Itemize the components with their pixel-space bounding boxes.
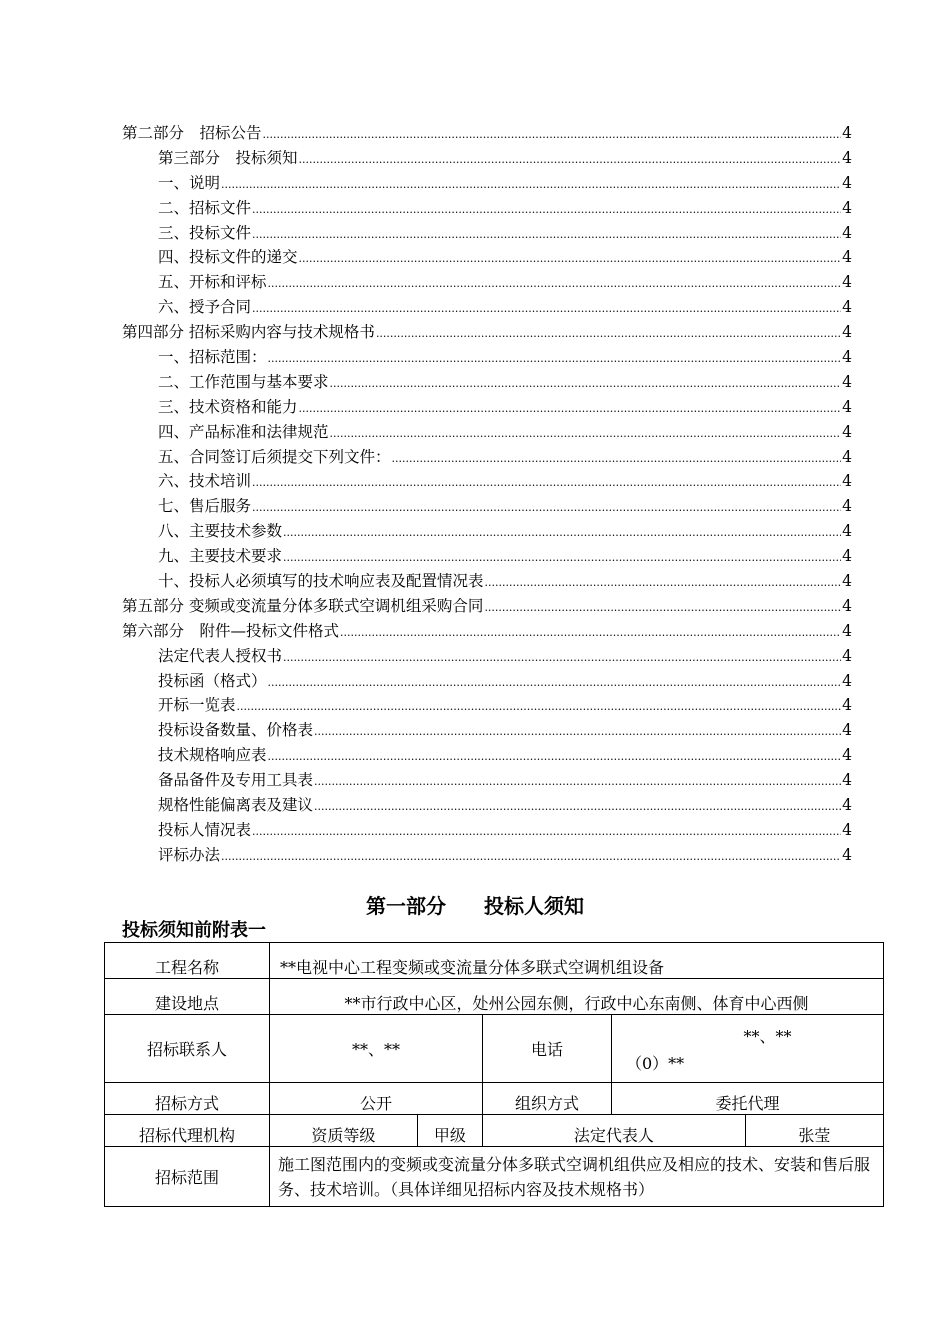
heading-part: 第一部分 — [366, 894, 446, 918]
toc-leader-dots — [252, 472, 841, 490]
toc-leader-dots — [299, 398, 842, 416]
toc-entry[interactable] — [122, 420, 852, 445]
toc-entry-title: 五、开标和评标 — [158, 273, 267, 292]
toc-entry-page: 4 — [842, 820, 852, 839]
toc-leader-dots — [221, 174, 841, 192]
toc-leader-dots — [237, 696, 842, 714]
toc-entry[interactable] — [122, 270, 852, 295]
project-name-value: **电视中心工程变频或变流量分体多联式空调机组设备 — [270, 943, 884, 979]
toc-entry-page: 4 — [842, 646, 852, 665]
toc-entry-title: 技术规格响应表 — [158, 746, 267, 765]
heading-title: 投标人须知 — [484, 894, 584, 918]
method-value: 公开 — [270, 1083, 483, 1115]
toc-entry-page: 4 — [842, 497, 852, 516]
toc-entry-page: 4 — [842, 522, 852, 541]
annex-table — [104, 942, 884, 1207]
scope-value: 施工图范围内的变频或变流量分体多联式空调机组供应及相应的技术、安装和售后服务、技术培训。（具体详细见招标内容及技术规格书） — [270, 1147, 884, 1207]
project-name-label: 工程名称 — [105, 943, 270, 979]
toc-entry-title: 七、售后服务 — [158, 497, 252, 516]
toc-entry[interactable] — [122, 445, 852, 470]
toc-entry[interactable] — [122, 196, 852, 221]
toc-entry-page: 4 — [842, 721, 852, 740]
toc-entry[interactable] — [122, 693, 852, 718]
toc-entry-page: 4 — [842, 572, 852, 591]
toc-entry-page: 4 — [842, 547, 852, 566]
toc-entry[interactable] — [122, 469, 852, 494]
toc-entry-title: 评标办法 — [158, 845, 221, 864]
toc-entry-title: 四、产品标准和法律规范 — [158, 422, 329, 441]
toc-entry[interactable] — [122, 619, 852, 644]
toc-leader-dots — [330, 373, 842, 391]
toc-entry-title: 第五部分 变频或变流量分体多联式空调机组采购合同 — [122, 596, 484, 615]
toc-entry-page: 4 — [842, 771, 852, 790]
toc-entry-title: 投标函（格式） — [158, 671, 267, 690]
qualification-value: 甲级 — [417, 1115, 482, 1147]
table-of-contents — [122, 121, 852, 868]
toc-entry[interactable] — [122, 768, 852, 793]
toc-entry-title: 第二部分 招标公告 — [122, 124, 262, 142]
toc-entry[interactable] — [122, 295, 852, 320]
toc-leader-dots — [314, 796, 841, 814]
org-value: 委托代理 — [612, 1083, 884, 1115]
toc-leader-dots — [268, 273, 842, 291]
toc-entry-page: 4 — [842, 596, 852, 615]
toc-leader-dots — [314, 721, 841, 739]
toc-entry-page: 4 — [842, 248, 852, 267]
toc-entry[interactable] — [122, 395, 852, 420]
section-heading — [0, 890, 950, 919]
toc-entry-page: 4 — [842, 273, 852, 292]
toc-entry[interactable] — [122, 345, 852, 370]
toc-entry[interactable] — [122, 669, 852, 694]
toc-entry-title: 八、主要技术参数 — [158, 522, 283, 541]
site-label: 建设地点 — [105, 979, 270, 1015]
toc-entry-title: 一、说明 — [158, 173, 221, 192]
toc-entry[interactable] — [122, 818, 852, 843]
toc-entry-title: 投标人情况表 — [158, 820, 252, 839]
toc-entry-title: 法定代表人授权书 — [158, 646, 283, 665]
phone-label: 电话 — [483, 1015, 612, 1083]
toc-entry-title: 规格性能偏离表及建议 — [158, 796, 314, 815]
toc-entry[interactable] — [122, 544, 852, 569]
toc-leader-dots — [252, 224, 841, 242]
toc-leader-dots — [392, 448, 842, 466]
scope-label: 招标范围 — [105, 1147, 270, 1207]
toc-entry[interactable] — [122, 370, 852, 395]
legal-rep-label: 法定代表人 — [483, 1115, 746, 1147]
toc-entry-page: 4 — [842, 845, 852, 864]
toc-entry[interactable] — [122, 146, 852, 171]
toc-entry-title: 六、技术培训 — [158, 472, 252, 491]
toc-entry-page: 4 — [842, 173, 852, 192]
toc-leader-dots — [299, 149, 842, 167]
toc-leader-dots — [268, 348, 842, 366]
toc-leader-dots — [283, 647, 841, 665]
toc-leader-dots — [283, 522, 841, 540]
toc-entry-page: 4 — [842, 223, 852, 242]
toc-leader-dots — [376, 323, 841, 341]
toc-entry[interactable] — [122, 569, 852, 594]
toc-leader-dots — [485, 572, 842, 590]
toc-entry-page: 4 — [842, 796, 852, 815]
method-label: 招标方式 — [105, 1083, 270, 1115]
agency-label: 招标代理机构 — [105, 1115, 270, 1147]
toc-leader-dots — [252, 821, 841, 839]
toc-entry[interactable] — [122, 843, 852, 868]
legal-rep-value: 张莹 — [745, 1115, 883, 1147]
toc-entry-title: 第三部分 投标须知 — [158, 148, 298, 167]
toc-entry-title: 开标一览表 — [158, 696, 236, 715]
toc-leader-dots — [340, 622, 841, 640]
toc-entry-title: 九、主要技术要求 — [158, 547, 283, 566]
toc-leader-dots — [299, 248, 842, 266]
toc-entry[interactable] — [122, 718, 852, 743]
toc-entry-page: 4 — [842, 397, 852, 416]
toc-entry-title: 二、工作范围与基本要求 — [158, 372, 329, 391]
toc-entry-title: 第四部分 招标采购内容与技术规格书 — [122, 323, 375, 342]
phone-value — [612, 1015, 884, 1083]
phone-line-2: （0）** — [626, 1053, 685, 1073]
toc-entry-title: 五、合同签订后须提交下列文件： — [158, 447, 391, 466]
phone-line-1: **、** — [743, 1026, 792, 1046]
toc-leader-dots — [314, 771, 841, 789]
toc-leader-dots — [252, 199, 841, 217]
toc-entry-page: 4 — [842, 148, 852, 167]
toc-entry-title: 四、投标文件的递交 — [158, 248, 298, 267]
toc-entry-title: 十、投标人必须填写的技术响应表及配置情况表 — [158, 572, 484, 591]
toc-entry-title: 六、授予合同 — [158, 298, 252, 317]
contact-label: 招标联系人 — [105, 1015, 270, 1083]
toc-entry-page: 4 — [842, 323, 852, 342]
qualification-label: 资质等级 — [270, 1115, 418, 1147]
toc-entry[interactable] — [122, 519, 852, 544]
toc-entry-page: 4 — [842, 348, 852, 367]
toc-entry-title: 第六部分 附件—投标文件格式 — [122, 621, 340, 640]
toc-leader-dots — [221, 846, 841, 864]
toc-entry-page: 4 — [842, 422, 852, 441]
toc-entry-page: 4 — [842, 472, 852, 491]
toc-entry-page: 4 — [842, 298, 852, 317]
toc-leader-dots — [252, 497, 841, 515]
toc-entry[interactable] — [122, 171, 852, 196]
toc-leader-dots — [330, 423, 842, 441]
toc-entry-page: 4 — [842, 198, 852, 217]
toc-entry-page: 4 — [842, 124, 852, 142]
toc-leader-dots — [283, 547, 841, 565]
toc-entry-title: 投标设备数量、价格表 — [158, 721, 314, 740]
toc-entry-page: 4 — [842, 621, 852, 640]
toc-entry[interactable] — [122, 320, 852, 345]
toc-leader-dots — [252, 298, 841, 316]
toc-entry-title: 备品备件及专用工具表 — [158, 771, 314, 790]
toc-leader-dots — [268, 746, 842, 764]
toc-leader-dots — [268, 672, 842, 690]
toc-entry-title: 二、招标文件 — [158, 198, 252, 217]
toc-entry[interactable] — [122, 221, 852, 246]
toc-entry-page: 4 — [842, 372, 852, 391]
toc-entry-title: 三、技术资格和能力 — [158, 397, 298, 416]
toc-entry-page: 4 — [842, 671, 852, 690]
toc-leader-dots — [263, 124, 842, 142]
site-value: **市行政中心区，处州公园东侧，行政中心东南侧、体育中心西侧 — [270, 979, 884, 1015]
toc-entry[interactable] — [122, 743, 852, 768]
toc-entry-page: 4 — [842, 447, 852, 466]
org-label: 组织方式 — [483, 1083, 612, 1115]
toc-entry-page: 4 — [842, 696, 852, 715]
contact-value: **、** — [270, 1015, 483, 1083]
toc-leader-dots — [484, 597, 841, 615]
toc-entry[interactable] — [122, 121, 852, 146]
annex-table-title: 投标须知前附表一 — [122, 920, 266, 941]
toc-entry[interactable] — [122, 793, 852, 818]
toc-entry[interactable] — [122, 644, 852, 669]
toc-entry[interactable] — [122, 494, 852, 519]
toc-entry-page: 4 — [842, 746, 852, 765]
toc-entry-title: 一、招标范围： — [158, 348, 267, 367]
toc-entry[interactable] — [122, 594, 852, 619]
toc-entry[interactable] — [122, 245, 852, 270]
toc-entry-title: 三、投标文件 — [158, 223, 252, 242]
